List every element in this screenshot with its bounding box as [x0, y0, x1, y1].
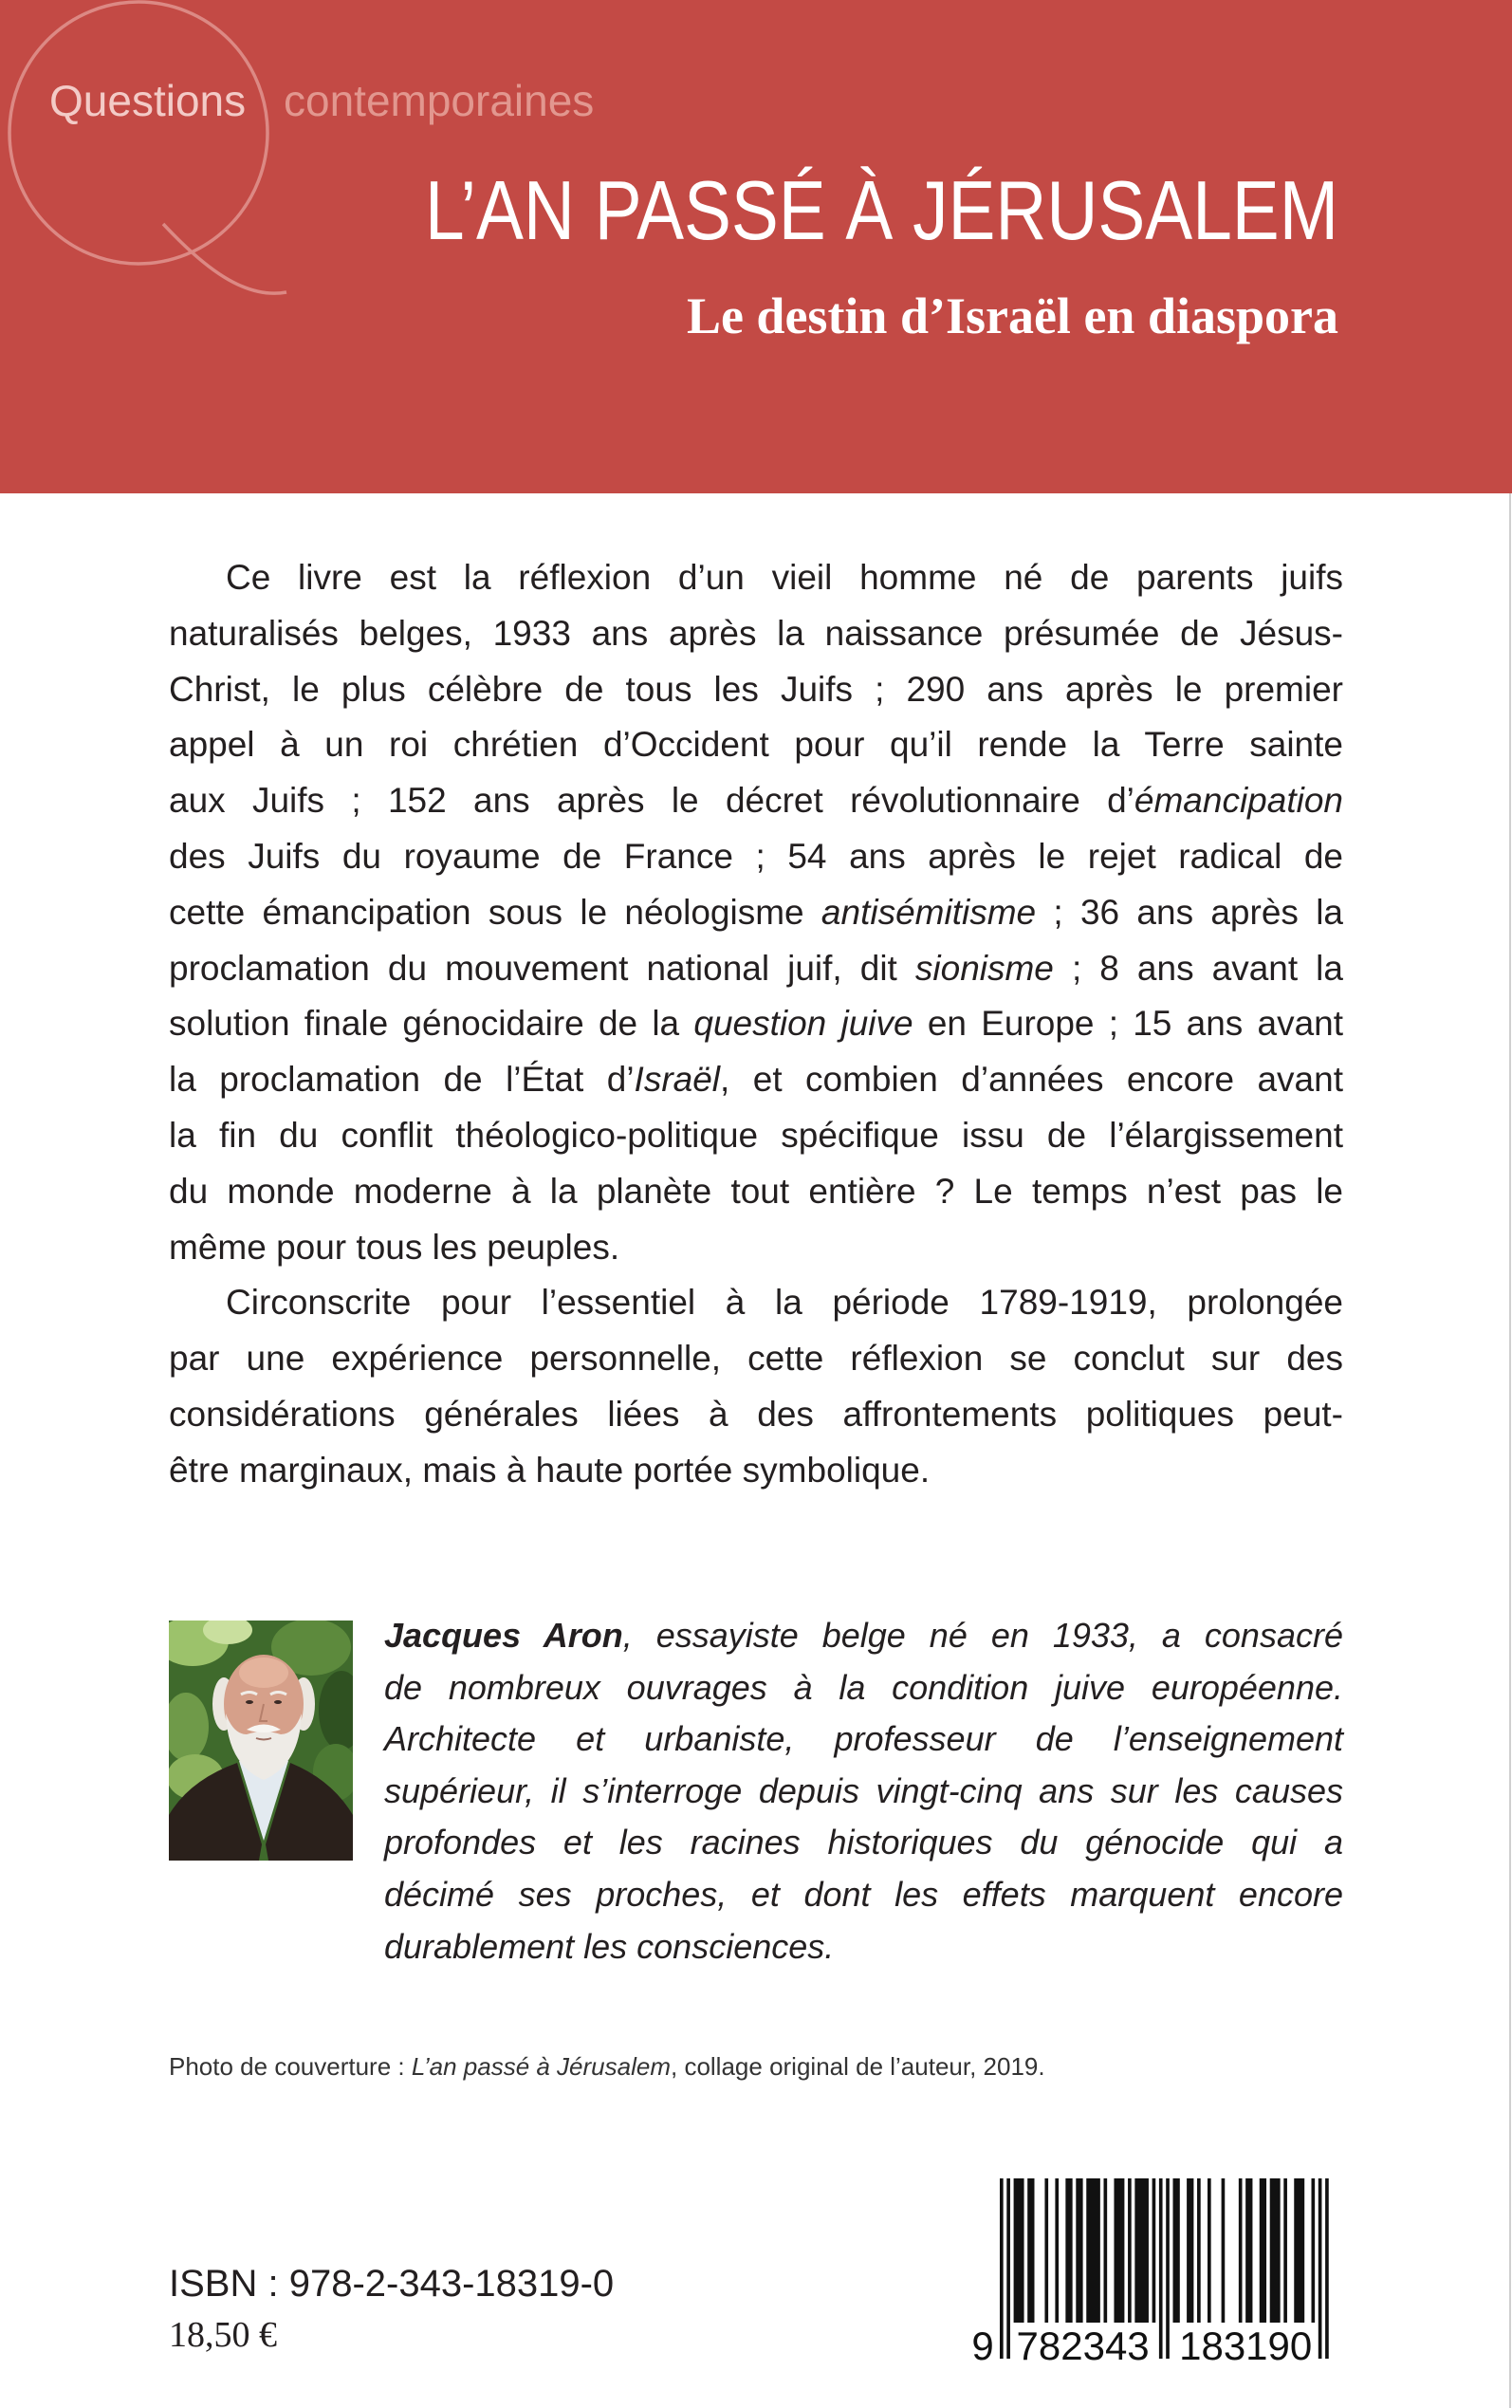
barcode-bar: [1134, 2178, 1149, 2323]
photo-credit-text: , collage original de l’auteur, 2019.: [671, 2052, 1045, 2081]
blurb-text: être marginaux, mais à haute portée symbolique.: [169, 1450, 931, 1490]
barcode-bar: [1086, 2178, 1100, 2323]
author-bio-line: [384, 1869, 1343, 1921]
blurb-line: [169, 1443, 1343, 1499]
barcode-bar: [1312, 2178, 1316, 2323]
blurb-italic-text: antisémitisme: [821, 892, 1037, 932]
blurb-line: [169, 550, 1343, 606]
book-subtitle: Le destin d’Israël en diaspora: [686, 287, 1338, 344]
barcode-digit-lead: 9: [971, 2324, 994, 2368]
cover-header-band: [0, 0, 1512, 493]
blurb-line: [169, 1331, 1343, 1387]
barcode-bar: [1245, 2178, 1252, 2323]
blurb-text: Circonscrite pour l’essentiel à la période 1789-1919, prolongée: [226, 1283, 1343, 1323]
price: 18,50 €: [169, 2315, 277, 2355]
author-bio-line: [384, 1766, 1343, 1818]
blurb-line: [169, 1220, 1343, 1276]
barcode-digits-right: 183190: [1179, 2324, 1313, 2368]
blurb-line: [169, 773, 1343, 829]
barcode-guard-bar: [1325, 2178, 1329, 2359]
barcode-guard-bar: [1318, 2178, 1322, 2359]
photo-credit-text: Photo de couverture :: [169, 2052, 412, 2081]
blurb-text: aux Juifs ; 152 ans après le décret révolutionnaire d’: [169, 781, 1134, 821]
author-bio-text: supérieur, il s’interroge depuis vingt-cinq ans sur les causes: [384, 1770, 1343, 1810]
series-q-logo: [0, 0, 323, 323]
blurb-text: cette émancipation sous le néologisme: [169, 892, 821, 932]
blurb-line: [169, 606, 1343, 662]
blurb-text: par une expérience personnelle, cette réflexion se conclut sur des: [169, 1339, 1343, 1379]
barcode-bar: [1114, 2178, 1124, 2323]
barcode-bar: [1187, 2178, 1193, 2323]
barcode-bar: [1208, 2178, 1211, 2323]
barcode-bar: [1283, 2178, 1287, 2323]
blurb-text: la fin du conflit théologico-politique spécifique issu de l’élargissement: [169, 1115, 1343, 1155]
barcode-bar: [1270, 2178, 1281, 2323]
author-bio-text: décimé ses proches, et dont les effets marquent encore: [384, 1874, 1343, 1914]
barcode-bar: [1152, 2178, 1156, 2323]
author-photo: [169, 1621, 353, 1861]
barcode: [949, 2163, 1347, 2372]
author-name: Jacques Aron: [384, 1616, 623, 1655]
blurb-text: même pour tous les peuples.: [169, 1227, 620, 1267]
author-bio-text: durablement les consciences.: [384, 1926, 835, 1966]
barcode-bar: [1044, 2178, 1048, 2323]
blurb-text: appel à un roi chrétien d’Occident pour qu’il rende la Terre sainte: [169, 725, 1343, 765]
barcode-bar: [1055, 2178, 1059, 2323]
barcode-bar: [1076, 2178, 1082, 2323]
blurb-text: solution finale génocidaire de la: [169, 1004, 694, 1044]
blurb-line: [169, 885, 1343, 941]
blurb-line: [169, 996, 1343, 1052]
series-name-word-2: contemporaines: [284, 76, 595, 125]
blurb-text: Christ, le plus célèbre de tous les Juifs ; 290 ans après le premier: [169, 669, 1343, 709]
photo-credit-work-title: L’an passé à Jérusalem: [411, 2052, 671, 2081]
blurb-italic-text: Israël: [634, 1060, 721, 1100]
blurb-italic-text: question juive: [693, 1004, 913, 1044]
barcode-guard-bar: [1006, 2178, 1010, 2359]
barcode-guard-bar: [1159, 2178, 1163, 2359]
barcode-bar: [1104, 2178, 1108, 2323]
author-bio-line: [384, 1817, 1343, 1869]
page-edge: [1509, 493, 1511, 2408]
blurb-line: [169, 1387, 1343, 1443]
barcode-guard-bar: [1000, 2178, 1004, 2359]
blurb-line: [169, 717, 1343, 773]
barcode-bar: [1014, 2178, 1024, 2323]
series-name-word-1: Questions: [49, 76, 247, 125]
barcode-bar: [1294, 2178, 1304, 2323]
barcode-bar: [1065, 2178, 1072, 2323]
blurb-italic-text: émancipation: [1134, 781, 1343, 821]
barcode-bar: [1222, 2178, 1226, 2323]
blurb-text: naturalisés belges, 1933 ans après la naissance présumée de Jésus-: [169, 613, 1343, 653]
blurb-text: Ce livre est la réflexion d’un vieil homme né de parents juifs: [226, 558, 1343, 597]
blurb-text: du monde moderne à la planète tout entière ? Le temps n’est pas le: [169, 1171, 1343, 1211]
barcode-digits-left: 782343: [1016, 2324, 1150, 2368]
blurb-text: ; 36 ans après la: [1036, 892, 1343, 932]
blurb-text: des Juifs du royaume de France ; 54 ans après le rejet radical de: [169, 836, 1343, 876]
barcode-bar: [1128, 2178, 1132, 2323]
blurb-text: ; 8 ans avant la: [1053, 948, 1343, 988]
barcode-bar: [1197, 2178, 1201, 2323]
blurb-line: [169, 829, 1343, 885]
author-bio: [384, 1610, 1343, 1973]
blurb-text: la proclamation de l’État d’: [169, 1060, 635, 1100]
author-bio-line: [384, 1713, 1343, 1766]
author-bio-line: [384, 1662, 1343, 1714]
author-bio-text: de nombreux ouvrages à la condition juive européenne.: [384, 1667, 1343, 1707]
blurb-line: [169, 941, 1343, 997]
barcode-bar: [1239, 2178, 1243, 2323]
author-bio-text: , essayiste belge né en 1933, a consacré: [622, 1616, 1343, 1655]
author-bio-text: profondes et les racines historiques du génocide qui a: [384, 1823, 1343, 1862]
blurb-text: considérations générales liées à des affrontements politiques peut-: [169, 1394, 1343, 1434]
blurb-line: [169, 1052, 1343, 1108]
barcode-bar: [1260, 2178, 1266, 2323]
blurb-line: [169, 1164, 1343, 1220]
barcode-guard-bar: [1166, 2178, 1170, 2359]
barcode-bar: [1173, 2178, 1180, 2323]
blurb-line: [169, 1108, 1343, 1164]
blurb-italic-text: sionisme: [914, 948, 1054, 988]
blurb-line: [169, 662, 1343, 718]
author-bio-line: [384, 1610, 1343, 1662]
photo-credit: [169, 2047, 1045, 2085]
blurb: [169, 550, 1343, 1499]
author-bio-line: [384, 1921, 1343, 1973]
book-title: L’AN PASSÉ À JÉRUSALEM: [424, 163, 1338, 257]
blurb-text: , et combien d’années encore avant: [720, 1060, 1343, 1100]
author-bio-text: Architecte et urbaniste, professeur de l’enseignement: [384, 1719, 1343, 1759]
blurb-line: [169, 1275, 1343, 1331]
isbn: ISBN : 978-2-343-18319-0: [169, 2263, 615, 2305]
blurb-text: proclamation du mouvement national juif, dit: [169, 948, 915, 988]
barcode-bar: [1027, 2178, 1034, 2323]
blurb-text: en Europe ; 15 ans avant: [913, 1004, 1344, 1044]
